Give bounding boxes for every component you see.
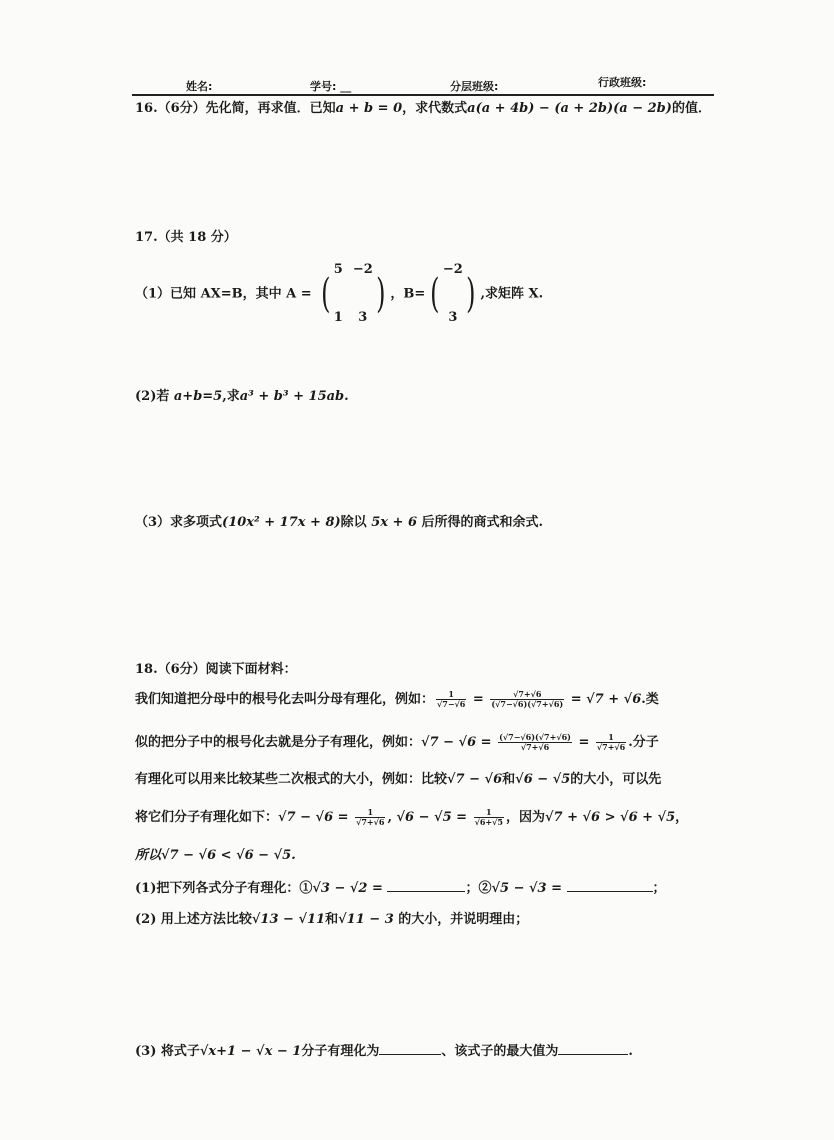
q18-text: 的大小，并说明理由； bbox=[393, 912, 529, 927]
q17-p3-text: （3）求多项式 bbox=[135, 515, 223, 530]
answer-blank-1[interactable] bbox=[387, 879, 465, 892]
q18-line-4 bbox=[135, 806, 688, 830]
q18-text: 似的把分子中的根号化去就是分子有理化，例如： bbox=[135, 735, 422, 750]
fraction bbox=[498, 733, 572, 752]
tier-class-label: 分层班级: bbox=[450, 80, 499, 93]
fraction-denominator: √7+√6 bbox=[356, 817, 385, 827]
q17-p1-text: ，B= bbox=[390, 286, 426, 302]
separator: , bbox=[387, 810, 397, 825]
q16-condition: a + b = 0 bbox=[335, 101, 403, 116]
q18-text: 和 bbox=[325, 912, 339, 927]
q18-text: ； bbox=[652, 881, 666, 896]
q18-result: = √7 + √6 bbox=[566, 692, 642, 707]
q17-title: 17.（共 18 分） bbox=[135, 230, 237, 245]
right-paren-icon: ) bbox=[375, 271, 386, 317]
fraction bbox=[474, 808, 504, 827]
q17-p2-condition: a+b=5 bbox=[173, 389, 223, 404]
q18-text: 和 bbox=[502, 772, 516, 787]
fraction bbox=[355, 808, 385, 827]
q18-sub-3 bbox=[135, 1042, 633, 1061]
q18-expression: √3 − √2 = bbox=[312, 881, 388, 896]
q17-p3-text: 除以 bbox=[340, 515, 372, 530]
q18-text: 我们知道把分母中的根号化去叫分母有理化，例如： bbox=[135, 692, 435, 707]
fraction-numerator: √7+√6 bbox=[490, 690, 564, 700]
q18-expression: √x+1 − √x − 1 bbox=[199, 1044, 302, 1059]
q16-expression: a(a + 4b) − (a + 2b)(a − 2b) bbox=[467, 101, 672, 116]
left-paren-icon: ( bbox=[430, 271, 440, 317]
q18-text: (1)把下列各式分子有理化：① bbox=[135, 881, 313, 896]
matrix-a-cell: 1 bbox=[333, 310, 343, 325]
fraction-numerator: 1 bbox=[355, 808, 385, 818]
fraction bbox=[490, 690, 564, 709]
matrix-b bbox=[427, 248, 478, 340]
q18-text: ， bbox=[675, 810, 689, 825]
answer-blank-3[interactable] bbox=[379, 1042, 441, 1055]
q18-line-1 bbox=[135, 688, 659, 712]
q18-text: .类 bbox=[641, 692, 659, 707]
q17-p2-expression: a³ + b³ + 15ab. bbox=[239, 389, 349, 404]
matrix-a bbox=[318, 248, 388, 340]
student-info-header bbox=[132, 74, 714, 96]
q17-p3-polynomial: (10x² + 17x + 8) bbox=[222, 515, 341, 530]
fraction-numerator: (√7−√6)(√7+√6) bbox=[499, 732, 571, 742]
q17-part-2 bbox=[135, 388, 349, 406]
q18-text: 的大小，可以先 bbox=[570, 772, 662, 787]
fraction-denominator: √7+√6 bbox=[520, 742, 550, 752]
q17-part-3 bbox=[135, 514, 543, 532]
q18-expression: √7 − √6 = bbox=[278, 810, 354, 825]
q17-p1-text: ,求矩阵 X. bbox=[480, 286, 544, 302]
q18-expression: √5 − √3 = bbox=[491, 881, 567, 896]
fraction bbox=[436, 690, 466, 709]
student-id-label: 学号: __ bbox=[310, 80, 352, 93]
q18-line-3 bbox=[135, 771, 661, 789]
q16-text: 的值． bbox=[671, 101, 711, 116]
matrix-b-cell: 3 bbox=[448, 310, 458, 325]
fraction-numerator: 1 bbox=[596, 733, 626, 743]
q18-expression: √6 − √5 = bbox=[396, 810, 472, 825]
q18-expression: √11 − 3 bbox=[338, 912, 394, 927]
answer-blank-4[interactable] bbox=[558, 1042, 628, 1055]
q18-line-5: 所以√7 − √6 < √6 − √5. bbox=[135, 848, 296, 863]
q17-p3-text: 后所得的商式和余式. bbox=[417, 515, 544, 530]
q18-text: 、该式子的最大值为 bbox=[441, 1044, 559, 1059]
answer-blank-2[interactable] bbox=[567, 879, 653, 892]
q18-text: (2) 用上述方法比较 bbox=[135, 912, 252, 927]
q16-text: 16.（6分）先化简，再求值．已知 bbox=[135, 101, 336, 116]
fraction-denominator: (√7−√6)(√7+√6) bbox=[491, 699, 564, 709]
name-label: 姓名: bbox=[186, 80, 213, 93]
q18-expression: √7 − √6 = bbox=[421, 735, 497, 750]
fraction-denominator: √6+√5 bbox=[474, 817, 503, 827]
fraction-denominator: √7−√6 bbox=[437, 699, 466, 709]
q18-expression: √6 − √5 bbox=[515, 772, 571, 787]
admin-class-label: 行政班级: bbox=[598, 76, 647, 89]
right-paren-icon: ) bbox=[465, 271, 476, 317]
q18-text: ，因为 bbox=[505, 810, 545, 825]
q18-text: 有理化可以用来比较某些二次根式的大小，例如：比较 bbox=[135, 772, 448, 787]
q17-p2-text: (2)若 bbox=[135, 389, 174, 404]
q18-text: ；② bbox=[465, 881, 492, 896]
q18-text: . bbox=[628, 1044, 633, 1059]
matrix-a-cell: 3 bbox=[358, 310, 368, 325]
fraction bbox=[596, 733, 626, 752]
question-16 bbox=[135, 100, 711, 118]
q18-line-2: 似的把分子中的根号化去就是分子有理化，例如：√7 − √6 = $\frac{(√7-√6)(√7+√6)}{√7+√6}$ = $\frac{1}{√7+√6}$ .分子 bbox=[135, 732, 659, 752]
left-paren-icon: ( bbox=[321, 271, 331, 317]
q17-p3-divisor: 5x + 6 bbox=[371, 515, 417, 530]
q17-p1-text: （1）已知 AX=B，其中 A = bbox=[135, 286, 312, 302]
q18-inequality: √7 + √6 > √6 + √5 bbox=[544, 810, 676, 825]
q18-text: .分子 bbox=[628, 735, 659, 750]
fraction-denominator: √7+√6 bbox=[596, 742, 626, 752]
q17-part-1 bbox=[135, 248, 544, 325]
q18-expression: √13 − √11 bbox=[251, 912, 326, 927]
q18-text: 将它们分子有理化如下： bbox=[135, 810, 279, 825]
q16-text: ，求代数式 bbox=[402, 101, 468, 116]
q18-text: (3) 将式子 bbox=[135, 1044, 200, 1059]
fraction-numerator: 1 bbox=[436, 690, 466, 700]
fraction-numerator: 1 bbox=[474, 808, 504, 818]
matrix-a-cell: −2 bbox=[352, 262, 373, 277]
q18-title: 18.（6分）阅读下面材料： bbox=[135, 662, 297, 677]
q18-sub-1 bbox=[135, 879, 666, 898]
equals-sign: = bbox=[468, 692, 489, 707]
q18-sub-2 bbox=[135, 911, 528, 929]
q18-text: 分子有理化为 bbox=[301, 1044, 380, 1059]
q17-p2-text: ,求 bbox=[222, 389, 240, 404]
matrix-b-cell: −2 bbox=[442, 262, 463, 277]
q18-expression: √7 − √6 bbox=[447, 772, 503, 787]
matrix-a-cell: 5 bbox=[333, 262, 343, 277]
